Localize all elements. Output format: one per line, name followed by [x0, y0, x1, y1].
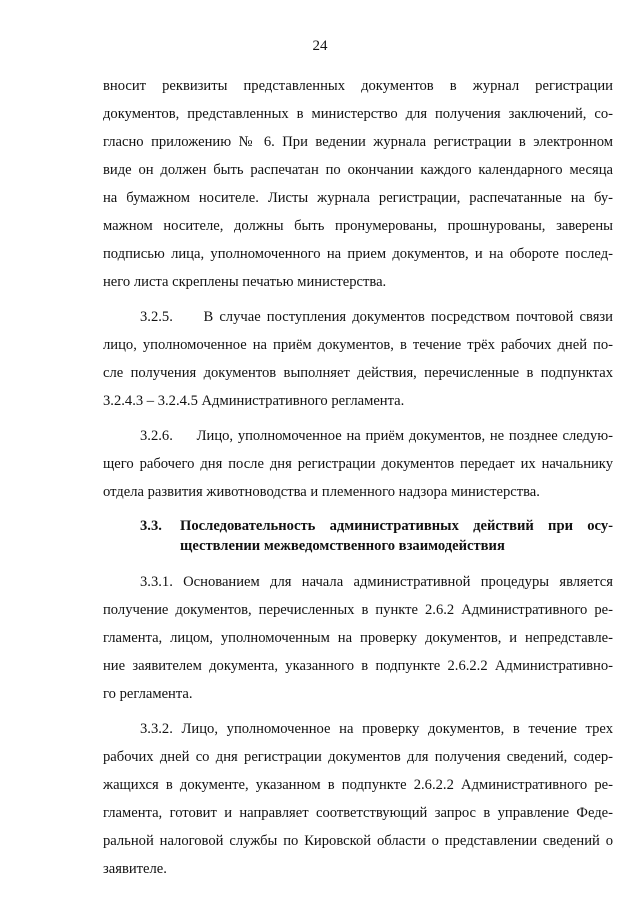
clause-3-3-2-line: рабочих дней со дня регистрации документов для получения сведений, содер- — [103, 749, 613, 765]
clause-3-3-2-line: гламента, готовит и направляет соответствующий запрос в управление Феде- — [103, 805, 613, 821]
clause-3-3-2-line: ральной налоговой службы по Кировской области о представлении сведений о — [103, 833, 613, 849]
paragraph-line: на бумажном носителе. Листы журнала регистрации, распечатанные на бу- — [103, 190, 613, 206]
paragraph-line: документов, представленных в министерство для получения заключений, со- — [103, 106, 613, 122]
clause-3-2-6-line: щего рабочего дня после дня регистрации документов передает их начальнику — [103, 456, 613, 472]
paragraph-line: него листа скреплены печатью министерства. — [103, 274, 387, 290]
paragraph-line: подписью лица, уполномоченного на прием документов, и на обороте послед- — [103, 246, 613, 262]
clause-3-3-2-line: заявителе. — [103, 861, 167, 877]
paragraph-line: виде он должен быть распечатан по окончании каждого календарного месяца — [103, 162, 613, 178]
paragraph-line: гласно приложению № 6. При ведении журнала регистрации в электронном — [103, 134, 613, 150]
clause-3-3-1-line: ние заявителем документа, указанного в подпункте 2.6.2.2 Административно- — [103, 658, 613, 674]
clause-3-3-1-line: гламента, лицом, уполномоченным на проверку документов, и непредставле- — [103, 630, 613, 646]
clause-3-2-5-line: лицо, уполномоченное на приём документов, в течение трёх рабочих дней по- — [103, 337, 613, 353]
clause-3-3-1-line: го регламента. — [103, 686, 193, 702]
paragraph-line: мажном носителе, должны быть пронумерованы, прошнурованы, заверены — [103, 218, 613, 234]
clause-3-3-2-line: 3.3.2. Лицо, уполномоченное на проверку документов, в течение трех — [140, 721, 613, 737]
clause-3-3-2-line: жащихся в документе, указанном в подпункте 2.6.2.2 Административного ре- — [103, 777, 613, 793]
clause-3-2-5-line: 3.2.4.3 – 3.2.4.5 Административного регламента. — [103, 393, 405, 409]
clause-3-2-5-line: сле получения документов выполняет действия, перечисленные в подпунктах — [103, 365, 613, 381]
section-number: 3.3. — [140, 518, 162, 534]
page-number: 24 — [312, 38, 328, 54]
clause-3-3-1-line: 3.3.1. Основанием для начала административной процедуры является — [140, 574, 613, 590]
section-title-line: Последовательность административных действий при осу- — [180, 518, 613, 534]
clause-3-2-5-line: 3.2.5. В случае поступления документов посредством почтовой связи — [140, 309, 613, 325]
clause-3-3-1-line: получение документов, перечисленных в пункте 2.6.2 Административного ре- — [103, 602, 613, 618]
section-title-line: ществлении межведомственного взаимодействия — [180, 538, 505, 554]
paragraph-line: вносит реквизиты представленных документов в журнал регистрации — [103, 78, 613, 94]
clause-3-2-6-line: отдела развития животноводства и племенного надзора министерства. — [103, 484, 540, 500]
clause-3-2-6-line: 3.2.6. Лицо, уполномоченное на приём документов, не позднее следую- — [140, 428, 613, 444]
